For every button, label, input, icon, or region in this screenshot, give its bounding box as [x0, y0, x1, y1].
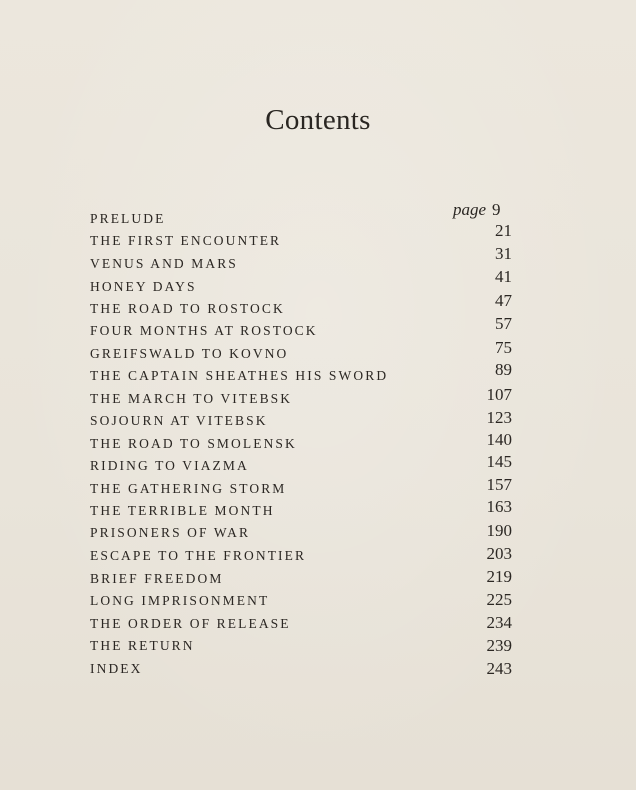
page-label-text: page	[453, 200, 487, 219]
page-title: Contents	[265, 104, 371, 136]
toc-entry	[0, 590, 636, 615]
toc-entry-title: THE TERRIBLE MONTH	[90, 503, 275, 518]
toc-entry-page-number: 145	[486, 452, 512, 471]
toc-entry-title: HONEY DAYS	[90, 279, 197, 294]
toc-entry-page-number: 75	[495, 338, 512, 357]
toc-entry-page-number: 89	[495, 360, 512, 379]
toc-entry	[0, 211, 636, 233]
toc-entry-title: THE ORDER OF RELEASE	[90, 616, 291, 631]
toc-entry-page-number: 21	[495, 221, 512, 240]
toc-entry	[0, 314, 636, 345]
toc-entry-title: INDEX	[90, 661, 143, 676]
toc-entry-page-number: 41	[495, 267, 512, 286]
toc-entry-title: SOJOURN AT VITEBSK	[90, 413, 268, 428]
toc-entry	[0, 452, 636, 480]
toc-entry	[0, 408, 636, 435]
toc-entry-title: THE ROAD TO SMOLENSK	[90, 436, 297, 451]
toc-entry-title: THE ROAD TO ROSTOCK	[90, 301, 285, 316]
toc-entry	[0, 267, 636, 301]
toc-entry-title: RIDING TO VIAZMA	[90, 458, 249, 473]
toc-entry-page-number: 234	[486, 613, 512, 632]
toc-entry-title: FOUR MONTHS AT ROSTOCK	[90, 323, 318, 338]
toc-entry	[0, 521, 636, 547]
toc-entry-page-number: 57	[495, 314, 512, 333]
toc-entry	[0, 385, 636, 413]
toc-entry-page-number: 140	[486, 430, 512, 449]
toc-entry-title: BRIEF FREEDOM	[90, 571, 224, 586]
toc-entry-page-number: 163	[486, 497, 512, 516]
toc-entry	[0, 475, 636, 503]
toc-entry-title: PRISONERS OF WAR	[90, 525, 251, 540]
toc-entry-page-number: 47	[495, 291, 512, 310]
toc-entry-page-number: 157	[486, 475, 512, 494]
toc-entry-title: THE FIRST ENCOUNTER	[90, 233, 282, 248]
toc-entry-title: PRELUDE	[90, 211, 166, 226]
toc-entry	[0, 661, 636, 683]
toc-entry-page-number: 190	[486, 521, 512, 540]
toc-entry	[0, 497, 636, 525]
toc-entry-page-number: 219	[486, 567, 512, 586]
toc-entry-title: VENUS AND MARS	[90, 256, 238, 271]
toc-entry	[0, 544, 636, 570]
toc-entry-page-number: 9	[492, 200, 501, 219]
toc-entry-title: THE GATHERING STORM	[90, 481, 287, 496]
toc-entry	[0, 221, 636, 255]
toc-entry-title: THE CAPTAIN SHEATHES HIS SWORD	[90, 368, 389, 383]
toc-entry-page-number: 225	[486, 590, 512, 609]
toc-entry	[0, 638, 636, 660]
toc-entry-title: LONG IMPRISONMENT	[90, 593, 270, 608]
toc-entry-title: THE RETURN	[90, 638, 195, 653]
toc-entry-title: THE MARCH TO VITEBSK	[90, 391, 293, 406]
toc-entry-title: GREIFSWALD TO KOVNO	[90, 346, 289, 361]
toc-entry-page-number: 107	[486, 385, 512, 404]
toc-entry-page-number: 243	[486, 659, 512, 678]
toc-entry	[0, 613, 636, 638]
toc-entry-page-number: 239	[486, 636, 512, 655]
toc-entry	[0, 360, 636, 390]
toc-entry	[0, 430, 636, 458]
toc-entry-page-number: 123	[486, 408, 512, 427]
toc-entry	[0, 244, 636, 278]
toc-entry	[0, 338, 636, 368]
toc-entry	[0, 567, 636, 593]
toc-entry	[0, 291, 636, 323]
toc-entry-title: ESCAPE TO THE FRONTIER	[90, 548, 307, 563]
toc-entry-page-number: 203	[486, 544, 512, 563]
toc-entry-page-number: 31	[495, 244, 512, 263]
